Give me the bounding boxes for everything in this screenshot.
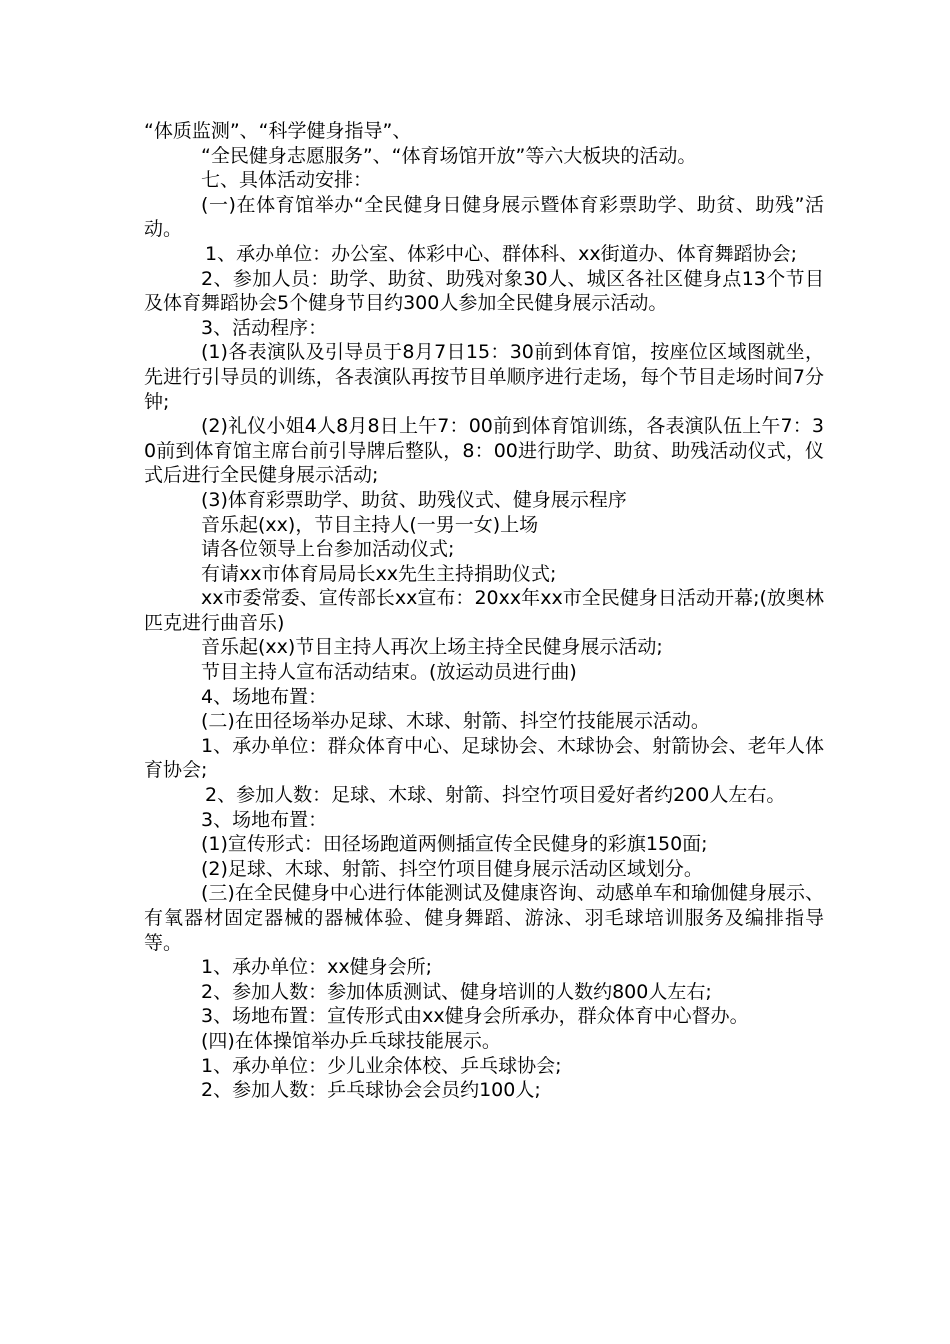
paragraph: 3、活动程序：	[201, 316, 328, 339]
paragraph: 1、承办单位：办公室、体彩中心、群体科、xx街道办、体育舞蹈协会;	[205, 242, 797, 265]
paragraph: 3、场地布置：	[201, 808, 328, 831]
paragraph: 节目主持人宣布活动结束。(放运动员进行曲)	[201, 661, 577, 684]
paragraph: 1、承办单位：xx健身会所;	[201, 956, 432, 979]
paragraph: 2、参加人数：参加体质测试、健身培训的人数约800人左右;	[201, 980, 712, 1003]
paragraph: xx市委常委、宣传部长xx宣布：20xx年xx市全民健身日活动开幕;(放奥林匹克进行曲音乐)	[144, 587, 824, 634]
paragraph: 有请xx市体育局局长xx先生主持捐助仪式;	[201, 562, 557, 585]
paragraph: 3、场地布置：宣传形式由xx健身会所承办，群众体育中心督办。	[201, 1005, 749, 1028]
paragraph: 音乐起(xx)，节目主持人(一男一女)上场	[201, 513, 539, 536]
paragraph: 2、参加人数：乒乓球协会会员约100人;	[201, 1079, 541, 1102]
paragraph: (1)宣传形式：田径场跑道两侧插宣传全民健身的彩旗150面;	[201, 833, 708, 856]
paragraph: (3)体育彩票助学、助贫、助残仪式、健身展示程序	[201, 488, 627, 511]
section-heading: 七、具体活动安排：	[201, 169, 373, 192]
subsection-heading: (二)在田径场举办足球、木球、射箭、抖空竹技能展示活动。	[201, 710, 710, 733]
paragraph: 2、参加人员：助学、助贫、助残对象30人、城区各社区健身点13个节目及体育舞蹈协会5个健身节目约300人参加全民健身展示活动。	[144, 267, 824, 315]
paragraph: 音乐起(xx)节目主持人再次上场主持全民健身展示活动;	[201, 636, 663, 659]
subsection-heading: (三)在全民健身中心进行体能测试及健康咨询、动感单车和瑜伽健身展示、有氧器材固定器械的器械体验、健身舞蹈、游泳、羽毛球培训服务及编排指导等。	[144, 882, 824, 954]
paragraph: 请各位领导上台参加活动仪式;	[201, 538, 455, 561]
paragraph: 1、承办单位：群众体育中心、足球协会、木球协会、射箭协会、老年人体育协会;	[144, 734, 824, 782]
paragraph: (2)足球、木球、射箭、抖空竹项目健身展示活动区域划分。	[201, 857, 703, 880]
paragraph: (1)各表演队及引导员于8月7日15：30前到体育馆，按座位区域图就坐，先进行引导员的训练，各表演队再按节目单顺序进行走场，每个节目走场时间7分钟;	[144, 341, 824, 413]
paragraph: (2)礼仪小姐4人8月8日上午7：00前到体育馆训练，各表演队伍上午7：30前到体育馆主席台前引导牌后整队，8：00进行助学、助贫、助残活动仪式，仪式后进行全民健身展示活动;	[144, 415, 824, 487]
paragraph: “体质监测”、“科学健身指导”、	[144, 120, 412, 142]
paragraph: 2、参加人数：足球、木球、射箭、抖空竹项目爱好者约200人左右。	[205, 784, 786, 807]
paragraph: “全民健身志愿服务”、“体育场馆开放”等六大板块的活动。	[201, 144, 697, 167]
paragraph: 1、承办单位：少儿业余体校、乒乓球协会;	[201, 1054, 562, 1077]
subsection-heading: (四)在体操馆举办乒乓球技能展示。	[201, 1029, 501, 1052]
paragraph: 4、场地布置：	[201, 685, 328, 708]
document-body	[144, 119, 824, 1103]
subsection-heading: (一)在体育馆举办“全民健身日健身展示暨体育彩票助学、助贫、助残”活动。	[144, 193, 824, 241]
